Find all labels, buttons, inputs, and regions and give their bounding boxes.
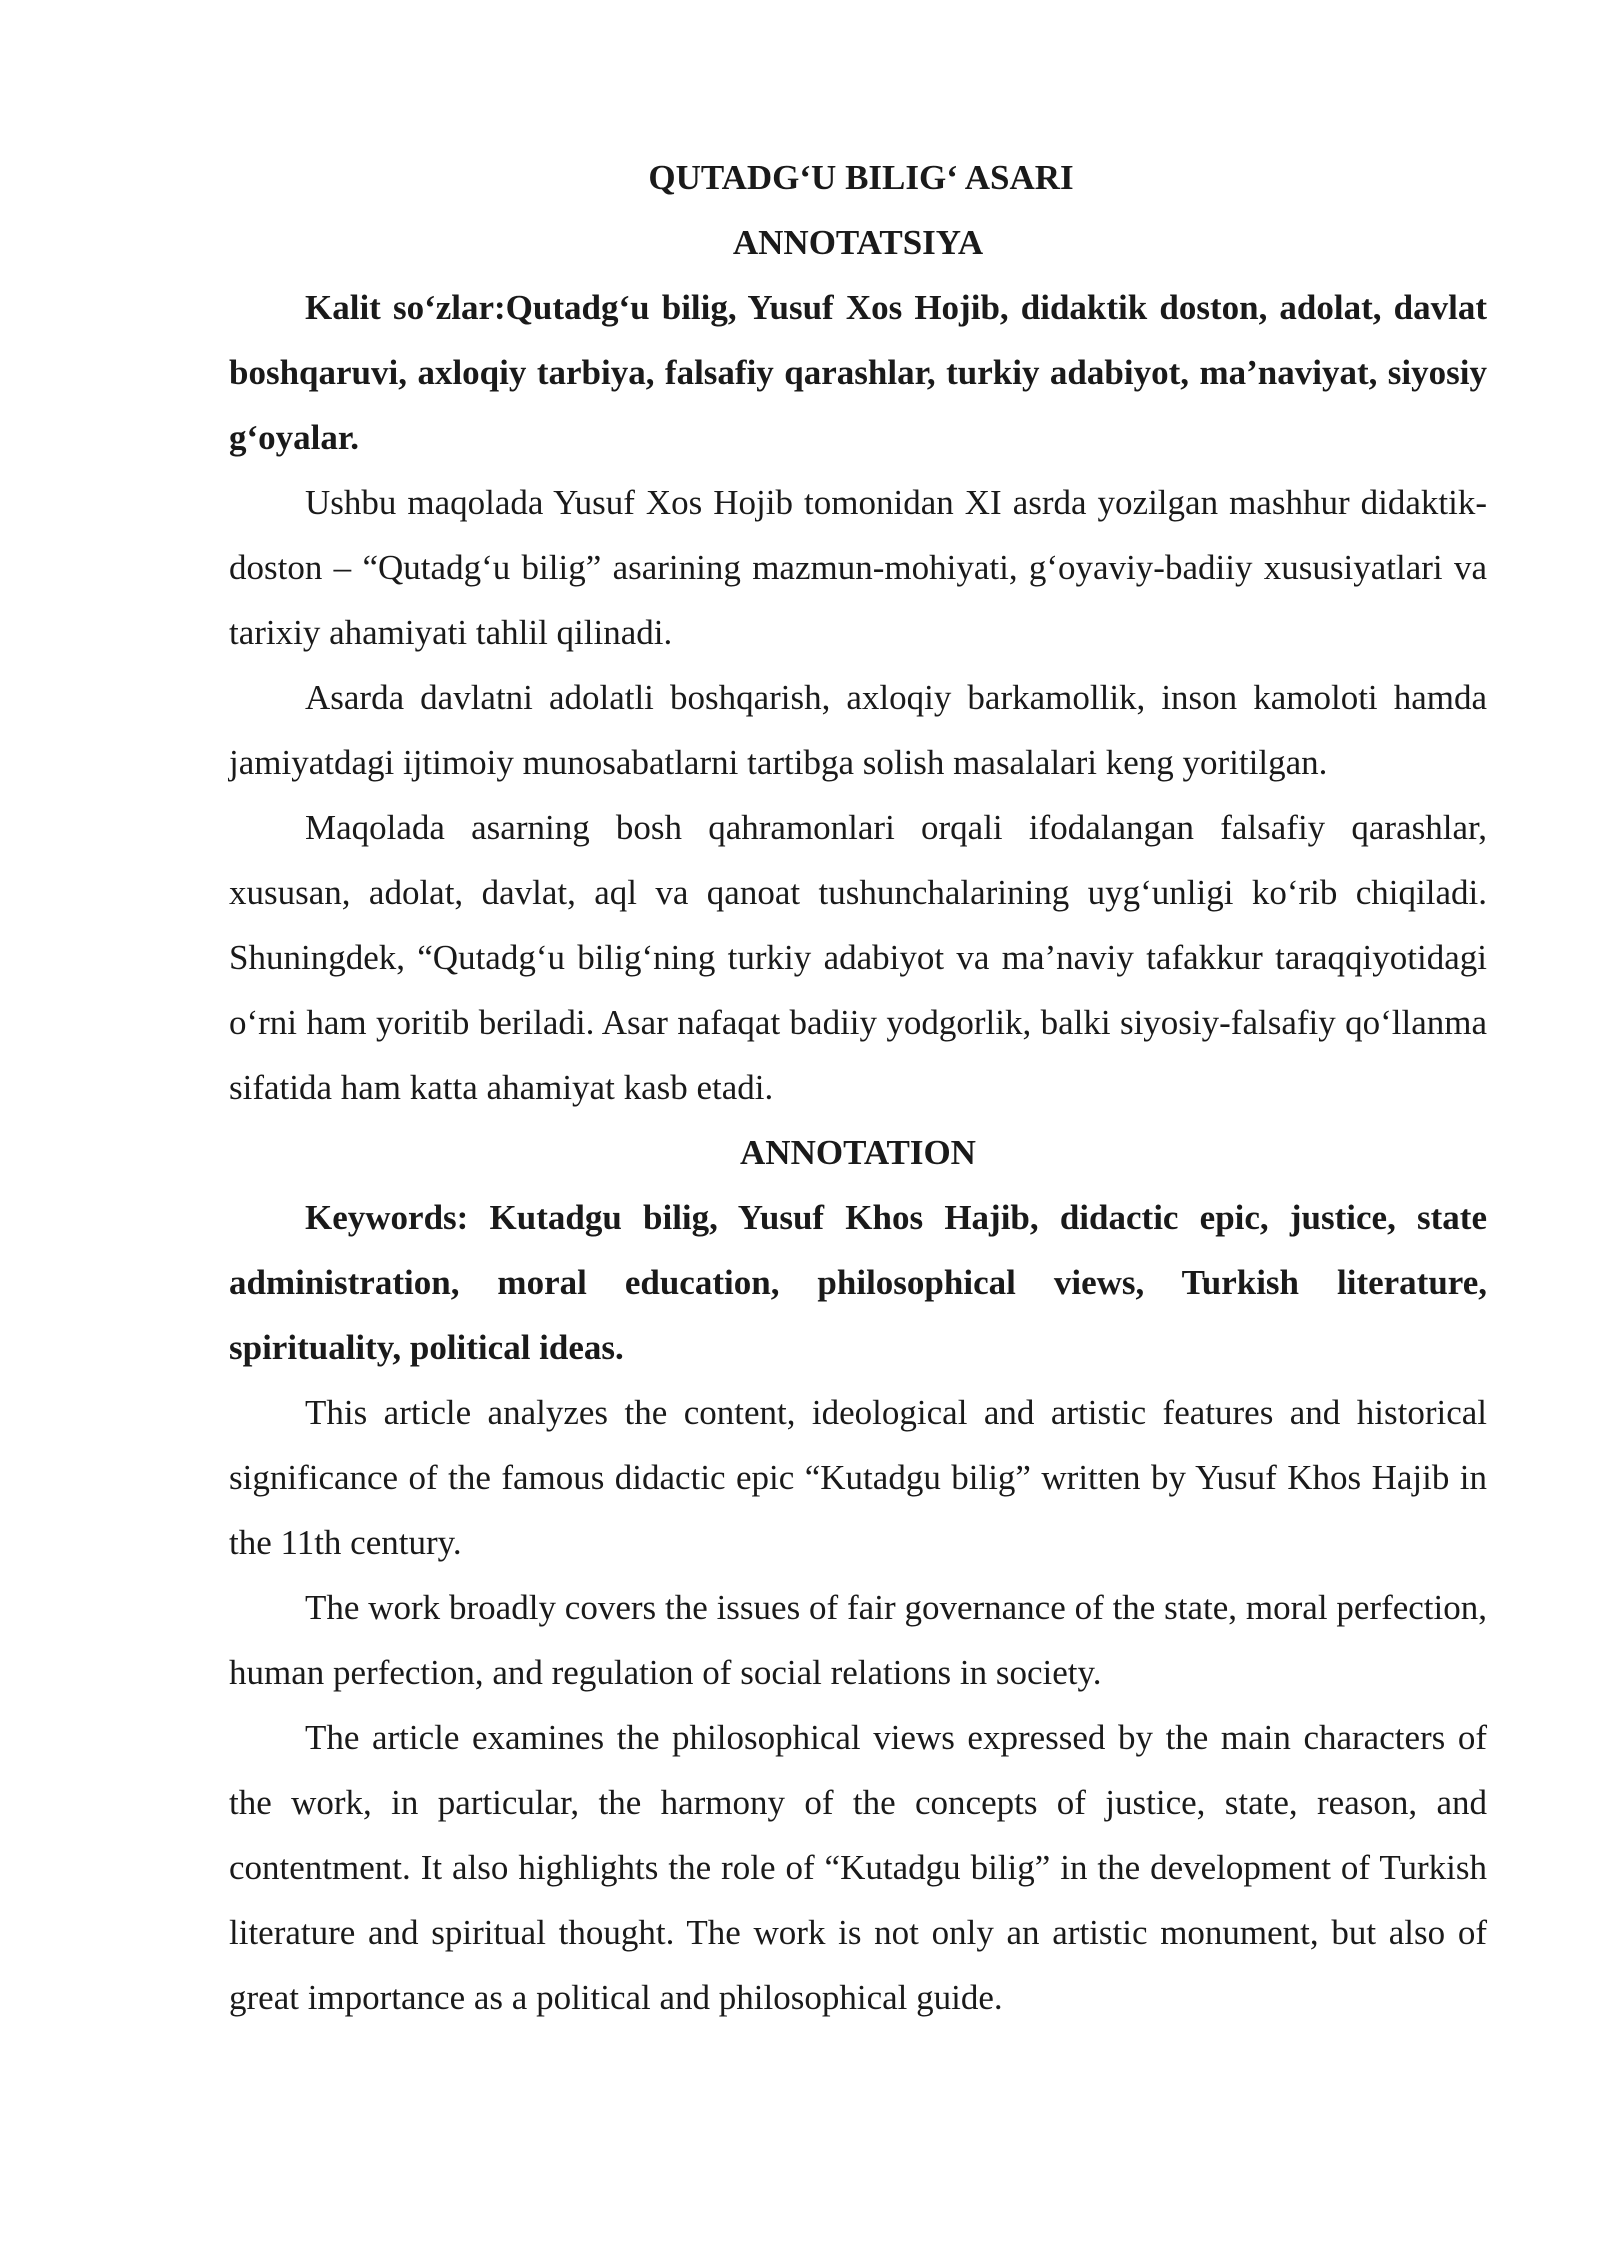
uz-paragraph-2: Asarda davlatni adolatli boshqarish, axloqiy barkamollik, inson kamoloti hamda jamiyatdagi ijtimoiy munosabatlarni tartibga solish masalalari keng yoritilgan. <box>229 678 1487 782</box>
en-paragraph-1: This article analyzes the content, ideological and artistic features and historical significance of the famous didactic epic “Kutadgu bilig” written by Yusuf Khos Hajib in the 11th century. <box>229 1393 1487 1562</box>
en-keywords: Keywords: Kutadgu bilig, Yusuf Khos Hajib, didactic epic, justice, state administration, moral education, philosophical views, Turkish literature, spirituality, political ideas. <box>229 1198 1487 1367</box>
uz-keywords: Kalit so‘zlar:Qutadg‘u bilig, Yusuf Xos Hojib, didaktik doston, adolat, davlat boshqaruvi, axloqiy tarbiya, falsafiy qarashlar, turkiy adabiyot, ma’naviyat, siyosiy g‘oyalar. <box>229 288 1487 457</box>
en-paragraph-2: The work broadly covers the issues of fair governance of the state, moral perfection, human perfection, and regulation of social relations in society. <box>229 1588 1487 1692</box>
document-page <box>229 145 1487 2030</box>
document-title: QUTADG‘U BILIG‘ ASARI <box>648 158 1074 197</box>
en-annotation-heading: ANNOTATION <box>740 1133 976 1172</box>
uz-paragraph-3: Maqolada asarning bosh qahramonlari orqali ifodalangan falsafiy qarashlar, xususan, adolat, davlat, aql va qanoat tushunchalarining uyg‘unligi ko‘rib chiqiladi. Shuningdek, “Qutadg‘u bilig‘ning turkiy adabiyot va ma’naviy tafakkur taraqqiyotidagi o‘rni ham yoritib beriladi. Asar nafaqat badiiy yodgorlik, balki siyosiy-falsafiy qo‘llanma sifatida ham katta ahamiyat kasb etadi. <box>229 808 1487 1107</box>
uz-annotation-heading: ANNOTATSIYA <box>732 223 984 262</box>
en-paragraph-3: The article examines the philosophical views expressed by the main characters of the work, in particular, the harmony of the concepts of justice, state, reason, and contentment. It also highlights the role of “Kutadgu bilig” in the development of Turkish literature and spiritual thought. The work is not only an artistic monument, but also of great importance as a political and philosophical guide. <box>229 1718 1487 2017</box>
uz-paragraph-1: Ushbu maqolada Yusuf Xos Hojib tomonidan XI asrda yozilgan mashhur didaktik-doston – “Qutadg‘u bilig” asarining mazmun-mohiyati, g‘oyaviy-badiiy xususiyatlari va tarixiy ahamiyati tahlil qilinadi. <box>229 483 1487 652</box>
